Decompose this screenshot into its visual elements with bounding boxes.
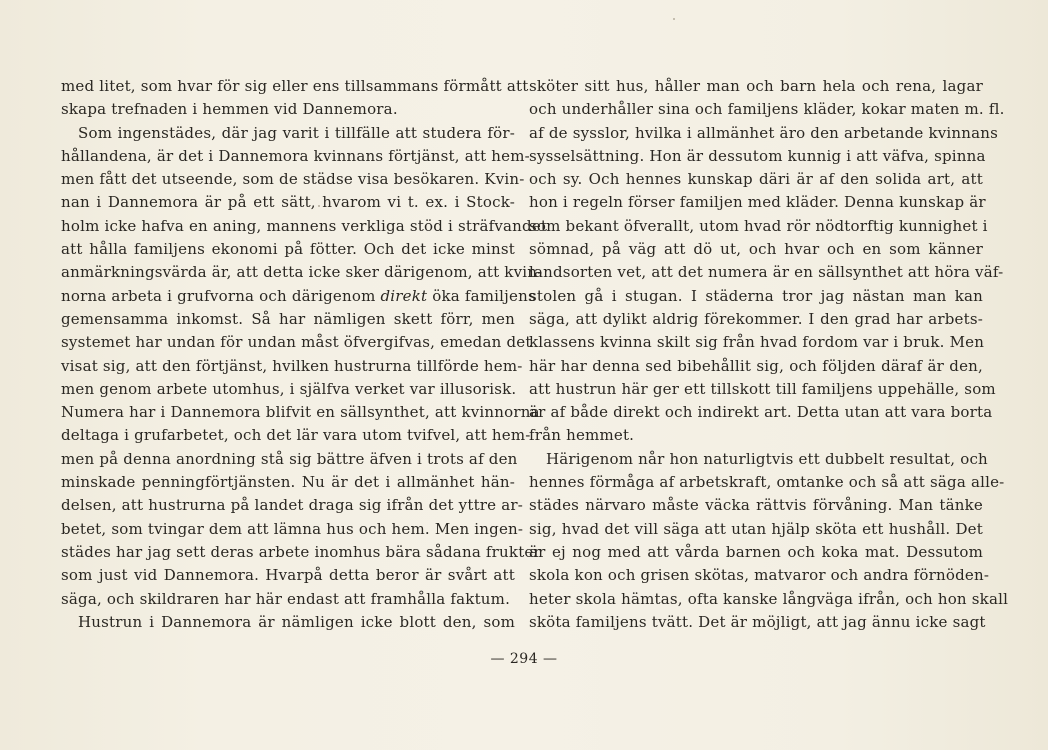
text-line: är af både direkt och indirekt art. Detta utan att vara borta xyxy=(529,403,993,422)
text-line: städes har jag sett deras arbete inomhus bära sådana frukter xyxy=(61,542,541,561)
text-line: delsen, att hustrurna på landet draga sig ifrån det yttre ar- xyxy=(61,496,524,515)
text-line: systemet har undan för undan måst öfvergifvas, emedan det xyxy=(61,333,532,352)
text-line: från hemmet. xyxy=(529,426,635,445)
text-line: betet, som tvingar dem att lämna hus och hem. Men ingen- xyxy=(61,519,524,538)
text-line: af de sysslor, hvilka i allmänhet äro den arbetande kvinnans xyxy=(529,123,999,142)
text-line: hon i regeln förser familjen med kläder. Denna kunskap är xyxy=(529,193,986,212)
text-line: sömnad, på väg att dö ut, och hvar och en som känner xyxy=(529,240,983,259)
text-line: men på denna anordning stå sig bättre äfven i trots af den xyxy=(61,449,518,468)
text-line: hennes förmåga af arbetskraft, omtanke och så att säga alle- xyxy=(529,473,1005,492)
text-line: heter skola hämtas, ofta kanske långväga ifrån, och hon skall xyxy=(529,589,1009,608)
text-line: visat sig, att den förtjänst, hvilken hustrurna tillförde hem- xyxy=(61,356,523,375)
text-line: sköter sitt hus, håller man och barn hela och rena, lagar xyxy=(529,77,983,95)
text-line: anmärkningsvärda är, att detta icke sker därigenom, att kvin- xyxy=(61,263,543,282)
text-line: här har denna sed bibehållit sig, och följden däraf är den, xyxy=(529,356,983,375)
text-line: med litet, som hvar för sig eller ens tillsammans förmått att xyxy=(61,77,529,95)
text-line: sysselsättning. Hon är dessutom kunnig i att väfva, spinna xyxy=(529,146,986,165)
text-line: och underhåller sina och familjens kläder, kokar maten m. fl. xyxy=(529,100,1005,119)
paper-speck xyxy=(673,18,675,20)
text-line: holm icke hafva en aning, mannens verkliga stöd i sträfvandet xyxy=(61,216,548,235)
text-line: Hustrun i Dannemora är nämligen icke blott den, som xyxy=(78,612,515,631)
page-number: — 294 — xyxy=(490,651,558,667)
text-line: skapa trefnaden i hemmen vid Dannemora. xyxy=(61,100,398,119)
text-line: men genom arbete utomhus, i själfva verket var illusorisk. xyxy=(61,379,517,398)
text-line: klassens kvinna skilt sig från hvad fordom var i bruk. Men xyxy=(529,333,985,352)
text-line: som bekant öfverallt, utom hvad rör nödtorftig kunnighet i xyxy=(529,216,988,235)
emphasized-word: direkt xyxy=(380,286,428,305)
text-line: säga, och skildraren har här endast att framhålla faktum. xyxy=(61,589,511,608)
text-line: Som ingenstädes, där jag varit i tillfälle att studera för- xyxy=(78,123,515,142)
text-line: hållandena, är det i Dannemora kvinnans förtjänst, att hem- xyxy=(61,146,530,165)
text-line: gemensamma inkomst. Så har nämligen skett förr, men xyxy=(61,309,515,328)
text-line: som just vid Dannemora. Hvarpå detta beror är svårt att xyxy=(61,566,515,585)
text-line: men fått det utseende, som de städse visa besökaren. Kvin- xyxy=(61,170,525,189)
text-line: landsorten vet, att det numera är en sällsynthet att höra väf- xyxy=(529,263,1004,282)
text-line: sköta familjens tvätt. Det är möjligt, att jag ännu icke sagt xyxy=(529,612,986,631)
text-line: och sy. Och hennes kunskap däri är af den solida art, att xyxy=(529,170,983,189)
text-line: säga, att dylikt aldrig förekommer. I den grad har arbets- xyxy=(529,309,983,328)
text-line: att hustrun här ger ett tillskott till familjens uppehälle, som xyxy=(529,379,996,398)
text-line: att hålla familjens ekonomi på fötter. Och det icke minst xyxy=(61,240,515,259)
left-text-column xyxy=(61,75,548,634)
text-line: stolen gå i stugan. I städerna tror jag nästan man kan xyxy=(529,286,983,305)
right-text-column xyxy=(529,75,1009,634)
text-line: norna arbeta i grufvorna och därigenom direkt öka familjens xyxy=(61,286,536,305)
text-line: deltaga i grufarbetet, och det lär vara utom tvifvel, att hem- xyxy=(61,426,531,445)
text-line: är ej nog med att vårda barnen och koka mat. Dessutom xyxy=(529,542,983,561)
text-line: sig, hvad det vill säga att utan hjälp sköta ett hushåll. Det xyxy=(529,519,983,538)
text-line: Härigenom når hon naturligtvis ett dubbelt resultat, och xyxy=(546,449,988,468)
text-line: Numera har i Dannemora blifvit en sällsynthet, att kvinnorna xyxy=(61,403,540,422)
text-line: städes närvaro måste väcka rättvis förvåning. Man tänke xyxy=(529,496,983,515)
text-line: minskade penningförtjänsten. Nu är det i allmänhet hän- xyxy=(61,473,515,492)
text-line: skola kon och grisen skötas, matvaror och andra förnöden- xyxy=(529,566,990,585)
text-line: nan i Dannemora är på ett sätt, hvarom vi t. ex. i Stock- xyxy=(61,193,515,212)
